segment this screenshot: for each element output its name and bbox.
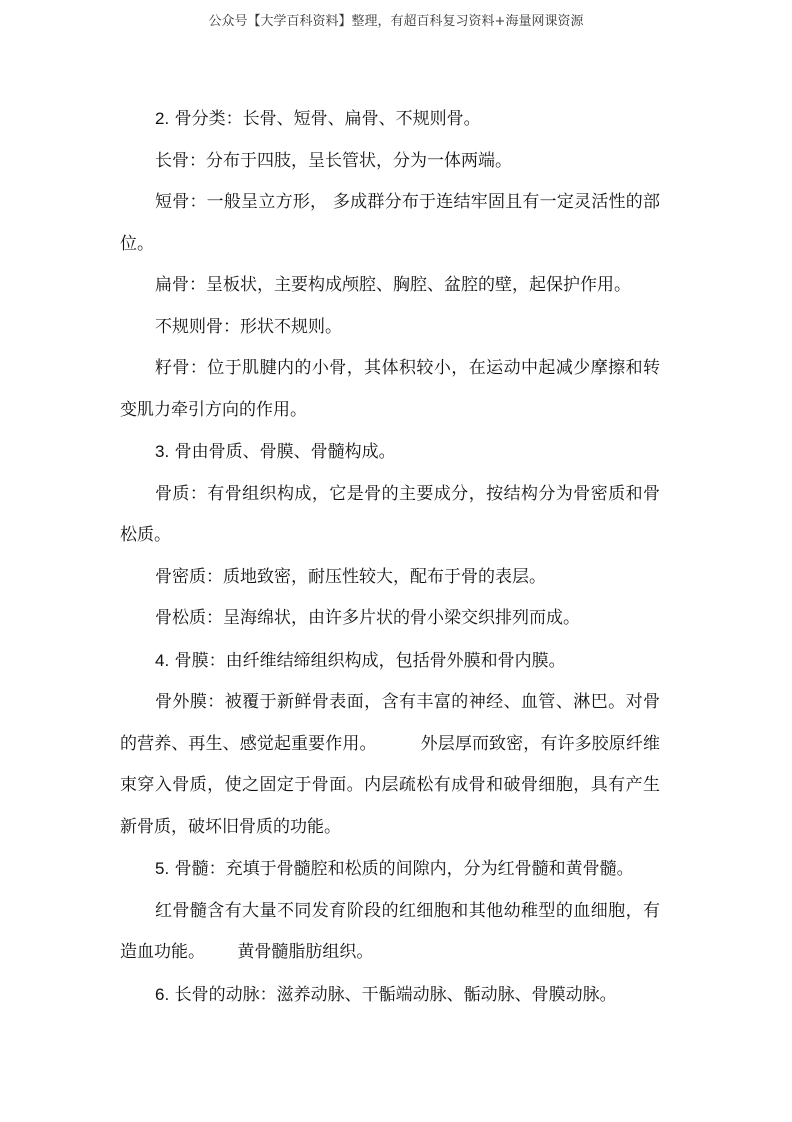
section-number: 2. [155,109,170,128]
document-body [120,98,660,1016]
paragraph-text: 骨髓：充填于骨髓腔和松质的间隙内，分为红骨髓和黄骨髓。 [169,859,634,879]
paragraph-text: 长骨：分布于四肢，呈长管状，分为一体两端。 [155,150,512,171]
paragraph-bone-composition [120,431,660,474]
paragraph-outer-periosteum [120,682,660,848]
paragraph-flat-bone [120,265,660,307]
paragraph-text: 扁骨：呈板状，主要构成颅腔、胸腔、盆腔的壁，起保护作用。 [155,275,631,295]
paragraph-text: 骨分类：长骨、短骨、扁骨、不规则骨。 [169,109,481,129]
paragraph-short-bone [120,182,660,265]
paragraph-text: 骨松质：呈海绵状，由许多片状的骨小梁交织排列而成。 [155,608,580,628]
paragraph-text: 不规则骨：形状不规则。 [155,316,342,337]
paragraph-irregular-bone [120,307,660,349]
paragraph-sesamoid-bone [120,348,660,431]
paragraph-text: 骨由骨质、骨膜、骨髓构成。 [169,442,396,462]
paragraph-long-bone-arteries [120,974,660,1017]
paragraph-text: 短骨：一般呈立方形， 多成群分布于连结牢固且有一定灵活性的部位。 [120,192,660,254]
page-header: 公众号【大学百科资料】整理，有超百科复习资料+海量网课资源 [208,14,584,29]
paragraph-red-marrow [120,891,660,974]
paragraph-text: 骨质：有骨组织构成，它是骨的主要成分，按结构分为骨密质和骨松质。 [120,483,660,545]
paragraph-periosteum [120,640,660,683]
section-number: 6. [155,984,170,1004]
paragraph-text: 长骨的动脉：滋养动脉、干骺端动脉、骺动脉、骨膜动脉。 [169,984,617,1005]
paragraph-spongy-bone [120,598,660,640]
paragraph-text: 骨外膜：被覆于新鲜骨表面，含有丰富的神经、血管、淋巴。对骨的营养、再生、感觉起重要作用。 外层厚而致密，有许多胶原纤维束穿入骨质，使之固定于骨面。内层疏松有成骨和破骨细胞，具有产生新骨质，破坏旧骨质的功能。 [120,692,660,837]
paragraph-text: 红骨髓含有大量不同发育阶段的红细胞和其他幼稚型的血细胞，有造血功能。 黄骨髓脂肪组织。 [120,900,660,962]
section-number: 3. [155,442,170,461]
paragraph-bone-classification [120,98,660,141]
paragraph-text: 骨密质：质地致密，耐压性较大，配布于骨的表层。 [155,566,546,587]
paragraph-bone-substance [120,474,660,557]
paragraph-long-bone [120,141,660,183]
section-number: 5. [155,859,170,878]
paragraph-compact-bone [120,557,660,599]
paragraph-bone-marrow [120,848,660,891]
paragraph-text: 籽骨：位于肌腱内的小骨，其体积较小，在运动中起减少摩擦和转变肌力牵引方向的作用。 [120,358,660,420]
section-number: 4. [155,650,170,670]
paragraph-text: 骨膜：由纤维结缔组织构成，包括骨外膜和骨内膜。 [169,650,566,671]
